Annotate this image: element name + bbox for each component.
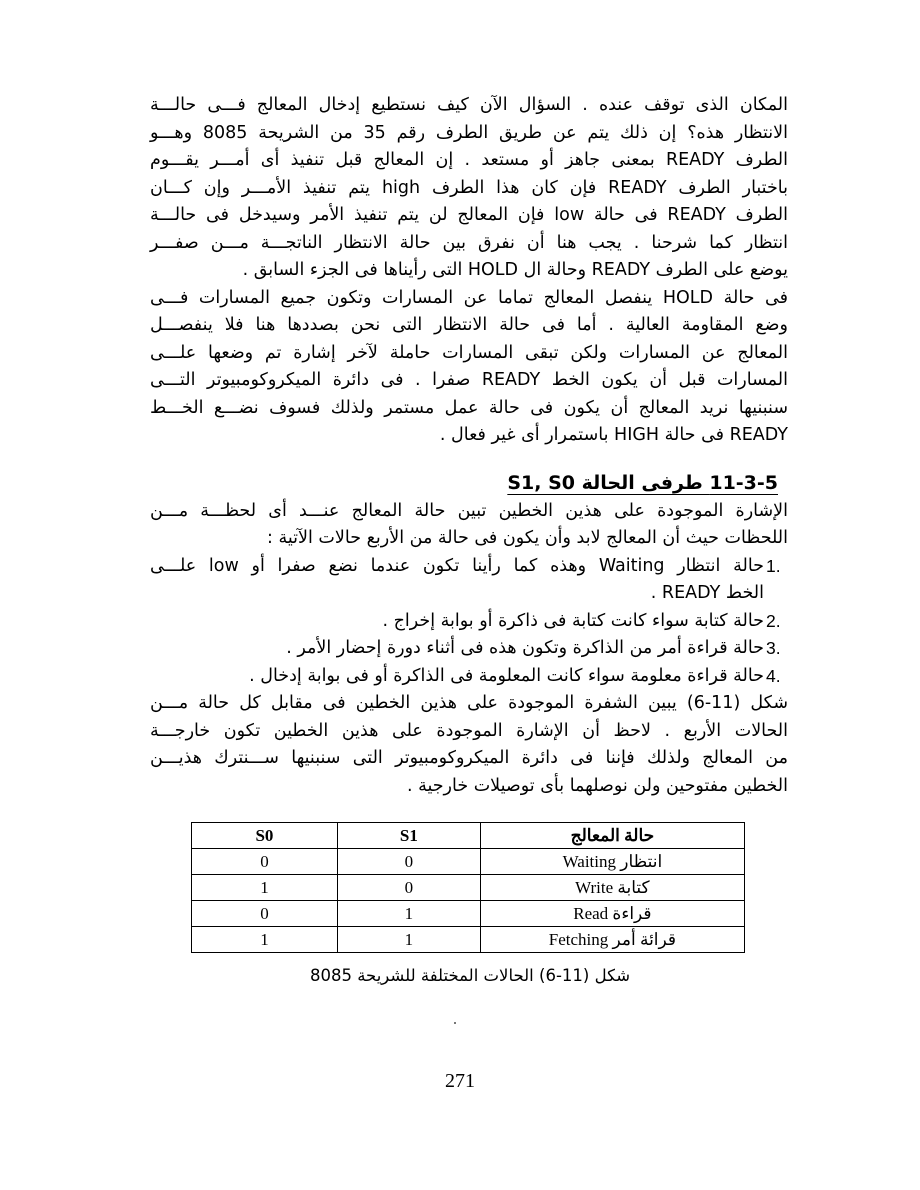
figure-caption: شكل (11-6) الحالات المختلفة للشريحة 8085 [309,966,631,985]
list-number: 1. [766,555,781,576]
text-line: المكان الذى توقف عنده . السؤال الآن كيف نستطيع إدخال المعالج فـــى حالـــة [150,95,788,115]
text-line: الطرف READY فى حالة low فإن المعالج لن يتم تنفيذ الأمر وسيدخل فى حالـــة [150,205,788,225]
table-row [192,875,745,901]
text-line: من المعالج ولذلك فإننا فى دائرة الميكروكومبيوتر التى سنبنيها ســـنترك هذيـــن [150,748,788,768]
status-table [191,822,745,953]
cell-state: انتظار Waiting [480,849,744,875]
text-line: الحالات الأربع . لاحظ أن الإشارة الموجودة على هذين الخطين تكون خارجـــة [150,720,788,741]
list-number: 2. [766,610,781,631]
cell-s0: 1 [192,875,338,901]
list-item [150,553,788,608]
table-row [192,927,745,953]
text-line: المسارات قبل أن يكون الخط READY صفرا . فى دائرة الميكروكومبيوتر التـــى [150,370,788,390]
list-item [150,608,788,636]
text-line: READY فى حالة HIGH باستمرار أى غير فعال . [439,425,788,445]
states-list [150,553,788,691]
text-line: شكل (11-6) يبين الشفرة الموجودة على هذين الخطين فى مقابل كل حالة مـــن [150,693,788,713]
cell-s1: 1 [337,927,480,953]
text-line: فى حالة HOLD ينفصل المعالج تماما عن المسارات وتكون جميع المسارات فـــى [150,287,788,308]
text-line: الخطين مفتوحين ولن نوصلهما بأى توصيلات خارجية . [406,775,788,796]
text-line: المعالج عن المسارات ولكن تبقى المسارات حاملة لآخر إشارة تم وضعها علـــى [150,342,788,363]
cell-state: قراءة Read [480,901,744,927]
list-text: حالة كتابة سواء كانت كتابة فى ذاكرة أو بوابة إخراج . [382,610,764,631]
paragraph-intro [150,498,788,553]
page-number: 271 [445,1070,475,1092]
text-line: الطرف READY بمعنى جاهز أو مستعد . إن المعالج قبل تنفيذ أى أمـــر يقـــوم [150,150,788,170]
list-text: حالة انتظار Waiting وهذه كما رأينا تكون عندما نضع صفرا أو low علـــى [150,555,764,576]
list-number: 4. [766,665,781,686]
cell-s1: 1 [337,901,480,927]
text-line: يوضع على الطرف READY وحالة ال HOLD التى رأيناها فى الجزء السابق . [242,260,788,280]
text-line: باختبار الطرف READY فإن كان هذا الطرف high يتم تنفيذ الأمـــر وإن كـــان [150,177,788,198]
text-line: الانتظار هذه؟ إن ذلك يتم عن طريق الطرف رقم 35 من الشريحة 8085 وهـــو [150,122,788,143]
list-number: 3. [766,638,781,658]
table-row [192,901,745,927]
cell-s1: 0 [337,849,480,875]
list-item [150,663,788,691]
text-line: سنبنيها نريد المعالج أن يكون فى حالة عمل مستمر ولذلك فسوف نضـــع الخـــط [150,397,788,418]
list-text: الخط READY . [650,583,764,603]
cell-state: قرائة أمر Fetching [480,927,744,953]
text-line: انتظار كما شرحنا . يجب هنا أن نفرق بين حالة الانتظار الناتجـــة مـــن صفـــر [150,232,788,253]
scan-speck [454,1022,456,1024]
cell-s1: 0 [337,875,480,901]
list-text: حالة قراءة معلومة سواء كانت المعلومة فى الذاكرة أو فى بوابة إدخال . [249,665,764,686]
text-line: وضع المقاومة العالية . أما فى حالة الانتظار التى نحن بصددها هنا فلا ينفصـــل [150,315,788,335]
list-text: حالة قراءة أمر من الذاكرة وتكون هذه فى أثناء دورة إحضار الأمر . [286,638,764,658]
list-item [150,635,788,663]
header-s1: S1 [337,823,480,849]
header-processor-state: حالة المعالج [480,823,744,849]
header-s0: S0 [192,823,338,849]
cell-s0: 0 [192,849,338,875]
page-content [150,92,788,800]
paragraph-figure-ref [150,690,788,800]
section-heading [150,472,788,494]
cell-state: كتابة Write [480,875,744,901]
paragraph-ready-pin [150,92,788,450]
table-header-row [192,823,745,849]
table-row [192,849,745,875]
section-heading-text: 11-3-5 طرفى الحالة S1, S0 [507,471,778,494]
cell-s0: 1 [192,927,338,953]
text-line: اللحظات حيث أن المعالج لابد وأن يكون فى حالة من الأربع حالات الآتية : [267,528,788,548]
cell-s0: 0 [192,901,338,927]
text-line: الإشارة الموجودة على هذين الخطين تبين حالة المعالج عنـــد أى لحظـــة مـــن [150,500,788,521]
